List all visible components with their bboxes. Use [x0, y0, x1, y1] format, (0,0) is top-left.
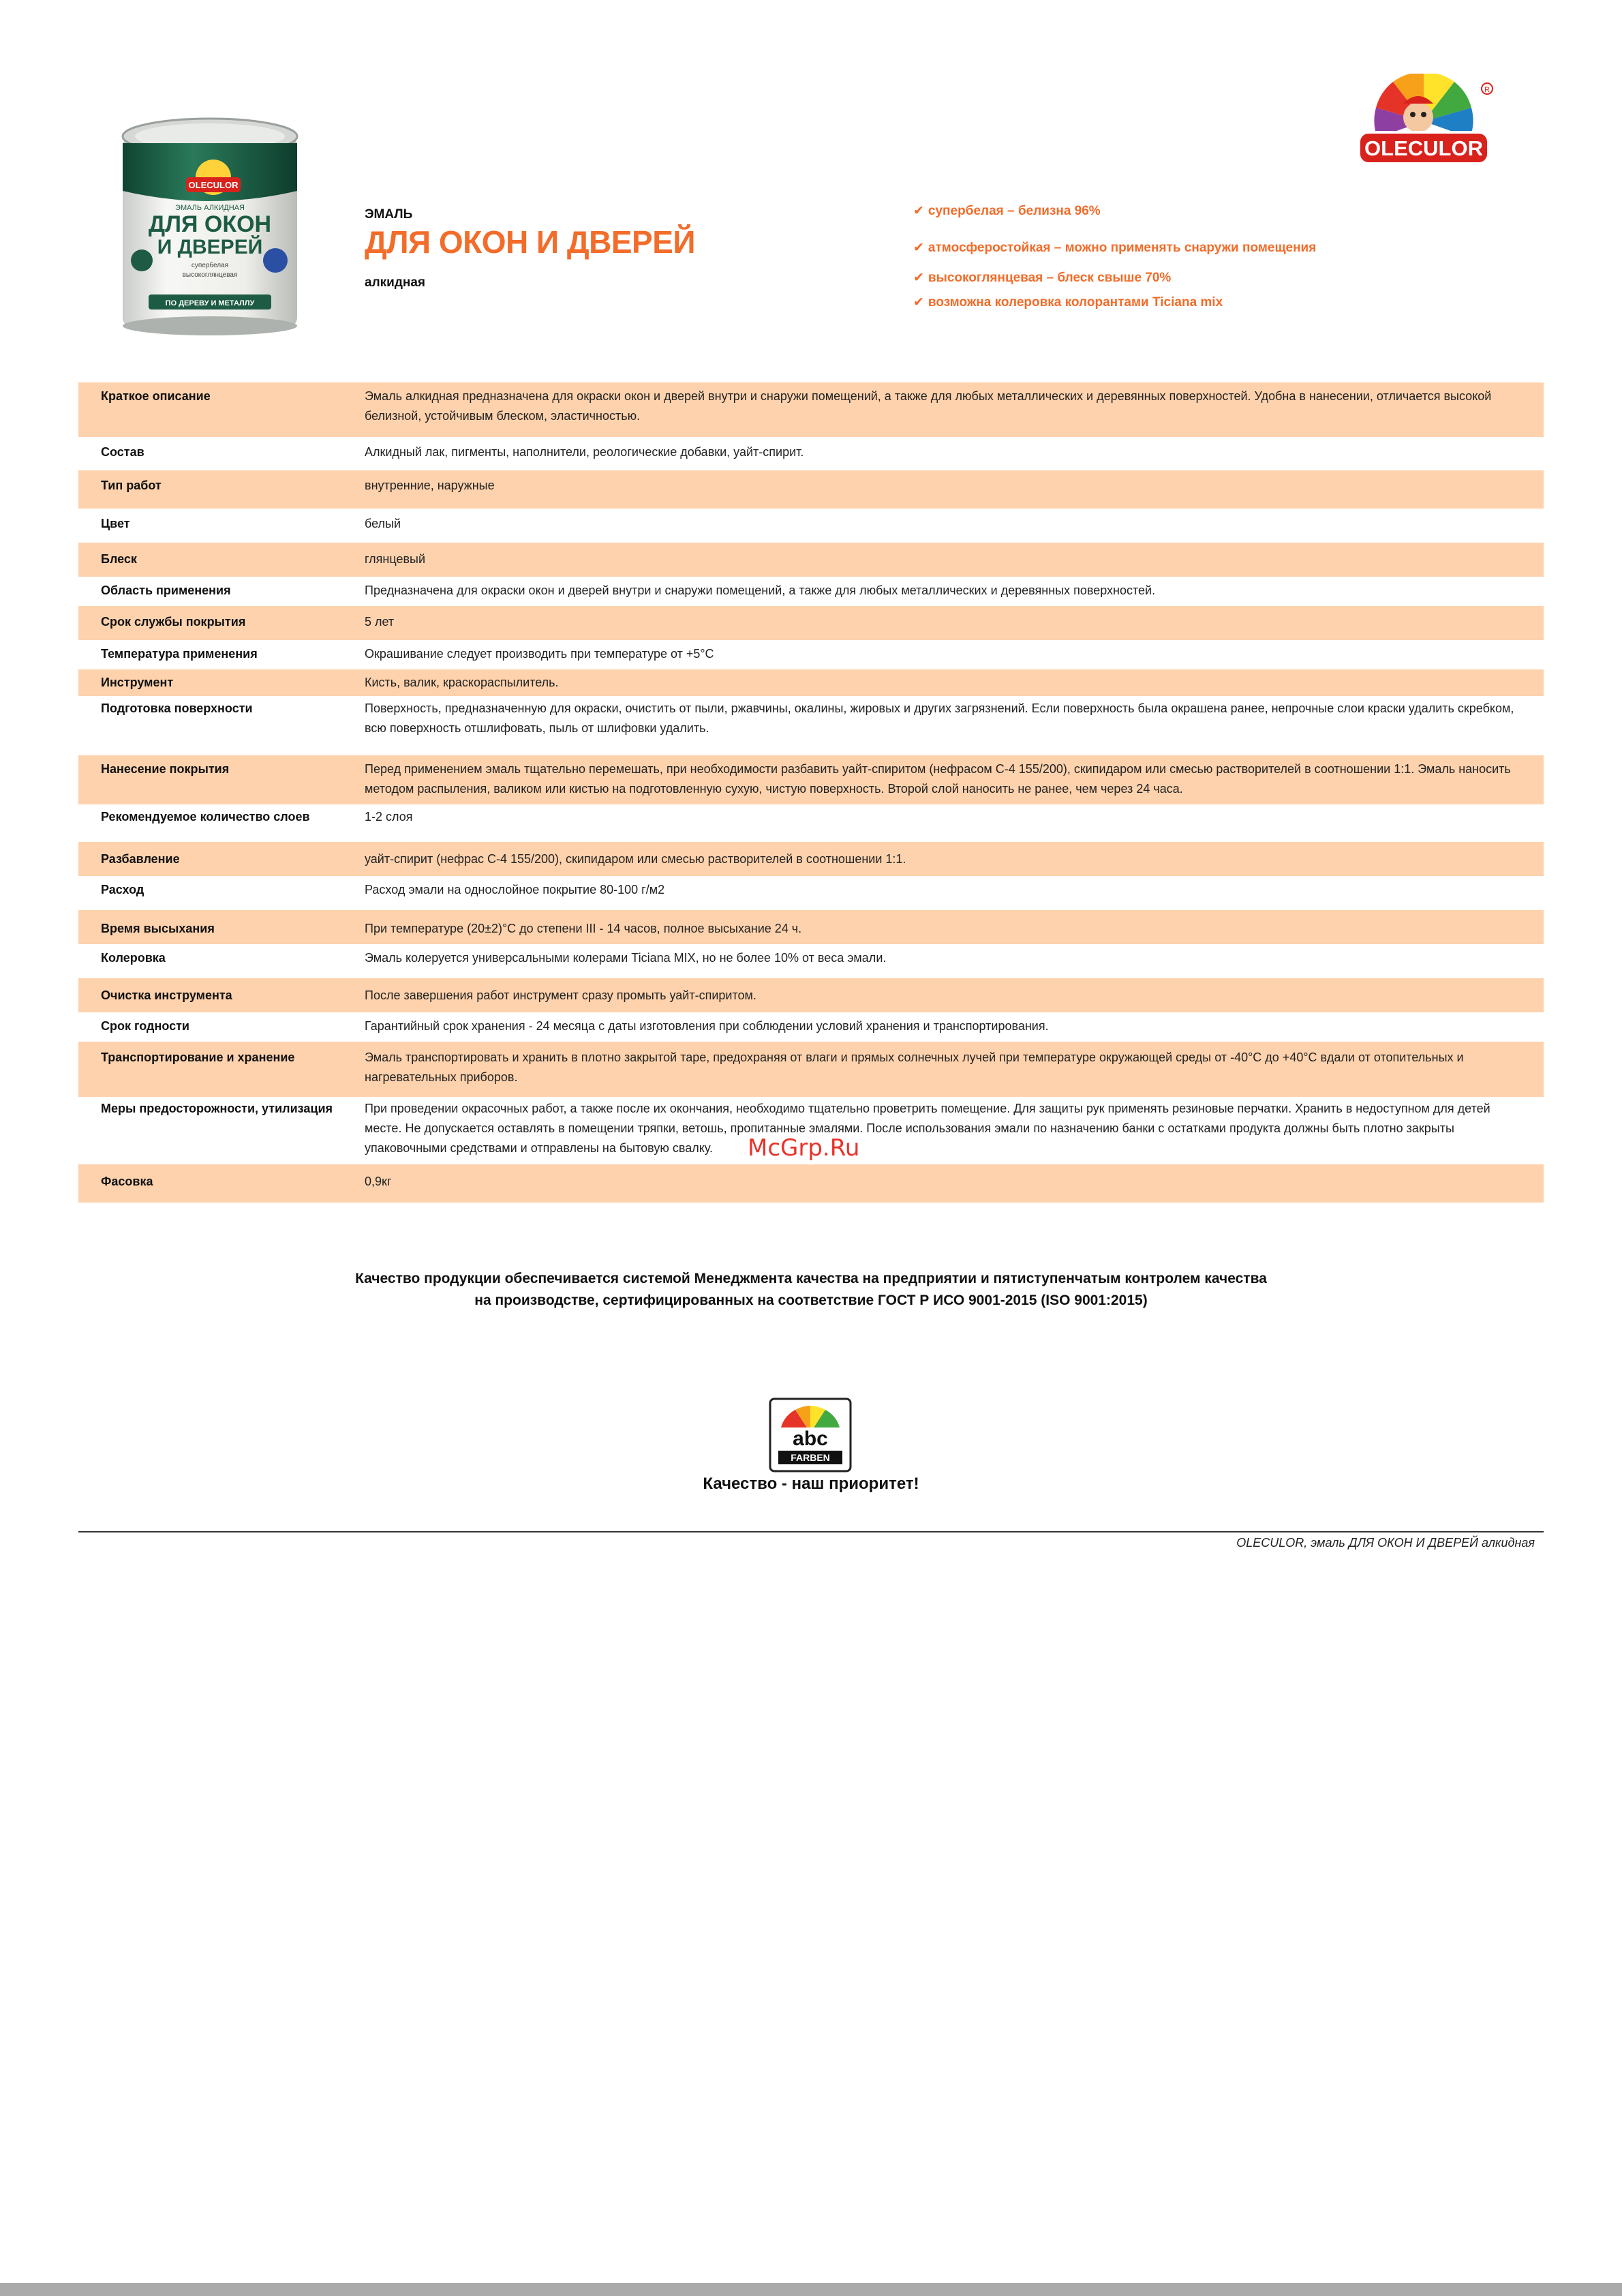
spec-value: При температуре (20±2)°С до степени III - 14 часов, полное высыхание 24 ч.: [365, 922, 802, 935]
quality-statement-line-1: Качество продукции обеспечивается системой Менеджмента качества на предприятии и пятиступенчатым контролем качества: [355, 1271, 1267, 1286]
spec-row: [78, 437, 1544, 470]
spec-label: Рекомендуемое количество слоев: [101, 810, 310, 824]
svg-text:OLECULOR: OLECULOR: [188, 180, 239, 190]
feature-text: возможна колеровка колорантами Ticiana mix: [928, 295, 1223, 309]
spec-row: [78, 669, 1544, 696]
abc-farben-logo: [769, 1398, 852, 1472]
feature-item: [913, 294, 1223, 310]
checkmark-icon: ✔: [913, 271, 924, 285]
spec-row: [78, 1042, 1544, 1097]
spec-label: Фасовка: [101, 1175, 153, 1188]
product-can-image: [114, 109, 305, 341]
spec-row: [78, 382, 1544, 437]
spec-label: Очистка инструмента: [101, 988, 232, 1002]
spec-value: Перед применением эмаль тщательно перемешать, при необходимости разбавить уайт-спиритом (нефрасом С-4 155/200), скипидаром или смесью растворителей в соотношении 1:1. Эмаль наносить методом распыления, валиком или кистью на подготовленную сухую, чистую поверхность. Второй слой наносить не ранее, чем через 24 часа.: [365, 762, 1511, 796]
footer-divider: [78, 1531, 1544, 1532]
spec-label: Температура применения: [101, 647, 258, 661]
checkmark-icon: ✔: [913, 204, 924, 218]
spec-label: Транспортирование и хранение: [101, 1051, 295, 1064]
spec-label: Нанесение покрытия: [101, 762, 230, 776]
spec-value: Алкидный лак, пигменты, наполнители, реологические добавки, уайт-спирит.: [365, 445, 804, 459]
spec-value: Гарантийный срок хранения - 24 месяца с даты изготовления при соблюдении условий хранения и транспортирования.: [365, 1019, 1049, 1033]
spec-value: Эмаль колеруется универсальными колерами Ticiana MIX, но не более 10% от веса эмали.: [365, 951, 887, 965]
brand-logo-text: OLECULOR: [1364, 136, 1483, 160]
feature-item: [913, 203, 1101, 219]
svg-text:ДЛЯ ОКОН: ДЛЯ ОКОН: [148, 211, 272, 237]
feature-text: высокоглянцевая – блеск свыше 70%: [928, 271, 1172, 285]
spec-value: глянцевый: [365, 552, 426, 566]
spec-label: Разбавление: [101, 852, 180, 866]
spec-label: Блеск: [101, 552, 137, 566]
spec-row: [78, 842, 1544, 876]
spec-row: [78, 543, 1544, 577]
quality-statement-line-2: на производстве, сертифицированных на соответствие ГОСТ Р ИСО 9001-2015 (ISO 9001:2015): [474, 1293, 1148, 1308]
checkmark-icon: ✔: [913, 295, 924, 309]
abc-logo-bottom-text: FARBEN: [791, 1452, 830, 1463]
svg-text:высокоглянцевая: высокоглянцевая: [182, 271, 238, 279]
spec-label: Краткое описание: [101, 389, 211, 403]
product-subtitle: алкидная: [365, 275, 426, 290]
spec-row: [78, 640, 1544, 669]
spec-label: Срок годности: [101, 1019, 189, 1033]
spec-label: Цвет: [101, 517, 130, 530]
spec-label: Область применения: [101, 584, 231, 597]
site-watermark: McGrp.Ru: [748, 1134, 860, 1162]
spec-value: После завершения работ инструмент сразу промыть уайт-спиритом.: [365, 988, 756, 1002]
spec-value: Эмаль транспортировать и хранить в плотно закрытой таре, предохраняя от влаги и прямых солнечных лучей при температуре окружающей среды от -40°С до +40°С вдали от отопительных и нагревательных приборов.: [365, 1051, 1464, 1084]
spec-row: [78, 696, 1544, 755]
spec-value: Кисть, валик, краскораспылитель.: [365, 676, 559, 689]
spec-row: [78, 944, 1544, 978]
spec-value: 0,9кг: [365, 1175, 392, 1188]
svg-text:ЭМАЛЬ АЛКИДНАЯ: ЭМАЛЬ АЛКИДНАЯ: [175, 204, 245, 212]
spec-value: Эмаль алкидная предназначена для окраски окон и дверей внутри и снаружи помещений, а также для любых металлических и деревянных поверхностей. Удобна в нанесении, отличается высокой белизной, устойчивым блеском, эластичностью.: [365, 389, 1492, 423]
spec-value: Поверхность, предназначенную для окраски, очистить от пыли, ржавчины, окалины, жировых и других загрязнений. Если поверхность была окрашена ранее, непрочные слои краски удалить скребком, всю поверхность отшлифовать, пыль от шлифовки удалить.: [365, 701, 1514, 735]
feature-item: [913, 240, 1316, 256]
feature-text: атмосферостойкая – можно применять снаружи помещения: [928, 241, 1317, 255]
svg-text:ПО ДЕРЕВУ И МЕТАЛЛУ: ПО ДЕРЕВУ И МЕТАЛЛУ: [165, 299, 255, 307]
svg-text:R: R: [1484, 86, 1490, 94]
checkmark-icon: ✔: [913, 241, 924, 255]
priority-slogan: Качество - наш приоритет!: [703, 1475, 919, 1493]
spec-value: 5 лет: [365, 615, 395, 629]
spec-row: [78, 606, 1544, 640]
spec-label: Меры предосторожности, утилизация: [101, 1102, 333, 1115]
spec-row: [78, 577, 1544, 606]
spec-row: [78, 876, 1544, 910]
spec-value: Расход эмали на однослойное покрытие 80-100 г/м2: [365, 883, 665, 896]
feature-item: [913, 270, 1171, 286]
spec-value: При проведении окрасочных работ, а также после их окончания, необходимо тщательно проветрить помещение. Для защиты рук применять резиновые перчатки. Хранить в недоступном для детей месте. Не допускается оставлять в помещении тряпки, ветошь, пропитанные эмалями. После использования эмали по назначению банки с остатками продукта должны быть плотно закрыты упаковочными средствами и отправлены на бытовую свалку.: [365, 1102, 1490, 1155]
product-type: ЭМАЛЬ: [365, 207, 413, 222]
spec-value: Окрашивание следует производить при температуре от +5°С: [365, 647, 714, 661]
svg-text:супербелая: супербелая: [191, 262, 229, 269]
spec-label: Подготовка поверхности: [101, 701, 253, 715]
spec-value: внутренние, наружные: [365, 479, 495, 492]
svg-text:И ДВЕРЕЙ: И ДВЕРЕЙ: [157, 236, 263, 258]
spec-label: Расход: [101, 883, 144, 896]
oleculor-logo: [1353, 74, 1494, 190]
spec-label: Колеровка: [101, 951, 166, 965]
spec-label: Тип работ: [101, 479, 162, 492]
spec-row: [78, 804, 1544, 842]
footer-caption: OLECULOR, эмаль ДЛЯ ОКОН И ДВЕРЕЙ алкидная: [1236, 1536, 1535, 1550]
spec-row: [78, 509, 1544, 543]
spec-label: Время высыхания: [101, 922, 215, 935]
spec-row: [78, 1012, 1544, 1042]
page-bottom-strip: [0, 2283, 1622, 2296]
spec-row: [78, 978, 1544, 1012]
spec-label: Состав: [101, 445, 144, 459]
spec-value: уайт-спирит (нефрас С-4 155/200), скипидаром или смесью растворителей в соотношении 1:1.: [365, 852, 906, 866]
spec-row: [78, 910, 1544, 944]
spec-label: Инструмент: [101, 676, 174, 689]
product-title: ДЛЯ ОКОН И ДВЕРЕЙ: [365, 224, 695, 260]
abc-logo-top-text: abc: [793, 1428, 828, 1450]
spec-value: Предназначена для окраски окон и дверей внутри и снаружи помещений, а также для любых металлических и деревянных поверхностей.: [365, 584, 1156, 597]
spec-label: Срок службы покрытия: [101, 615, 246, 629]
spec-value: 1-2 слоя: [365, 810, 413, 824]
spec-row: [78, 1164, 1544, 1203]
feature-text: супербелая – белизна 96%: [928, 204, 1101, 218]
spec-row: [78, 470, 1544, 509]
spec-value: белый: [365, 517, 401, 530]
spec-row: [78, 755, 1544, 804]
